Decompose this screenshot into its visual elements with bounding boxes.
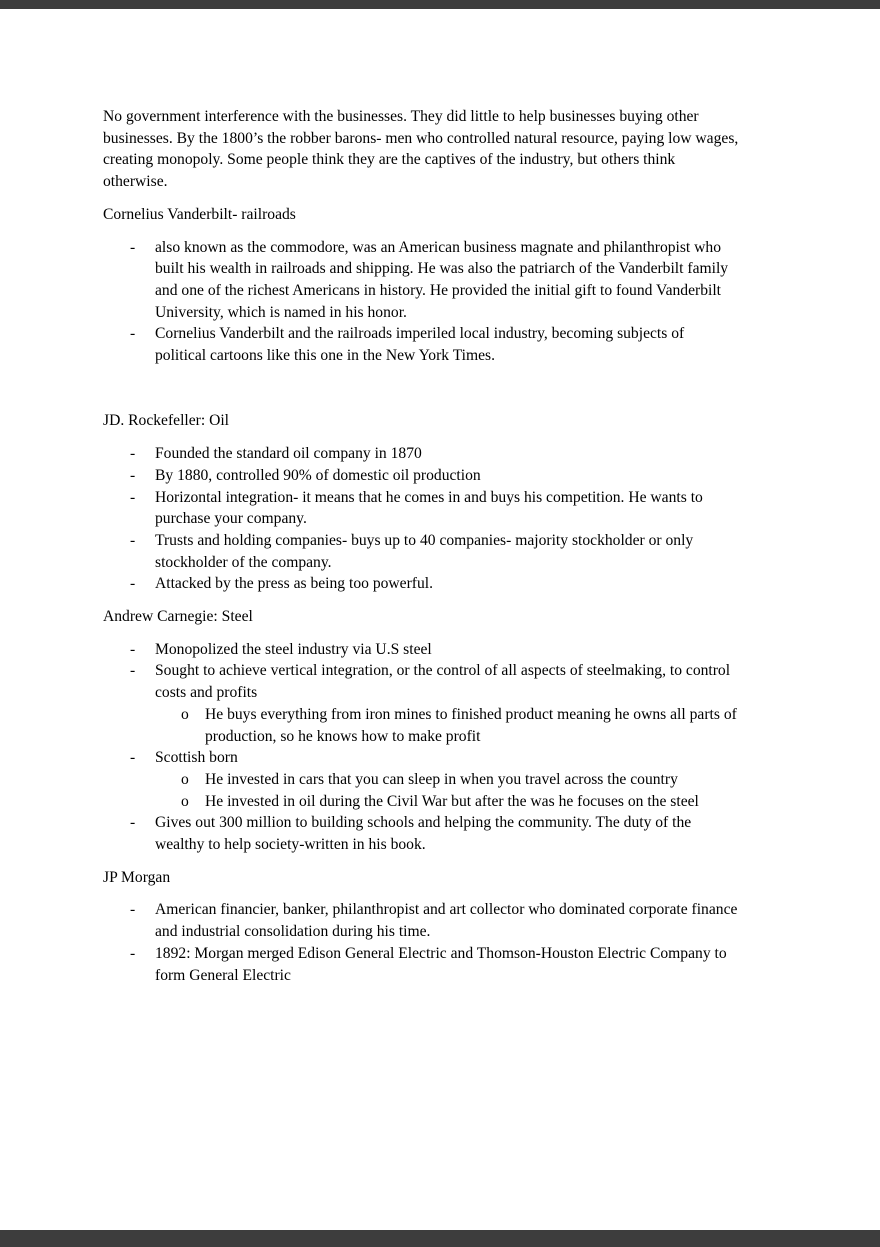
list-item-text: He invested in oil during the Civil War but after the was he focuses on the steel bbox=[205, 792, 699, 810]
top-letterbox bbox=[0, 0, 880, 9]
blank-line bbox=[103, 378, 739, 400]
list-item-text: Cornelius Vanderbilt and the railroads imperiled local industry, becoming subjects of political cartoons like this one in the New York Times. bbox=[155, 325, 685, 365]
list-item-text: He buys everything from iron mines to finished product meaning he owns all parts of production, so he knows how to make profit bbox=[205, 705, 737, 745]
list-item bbox=[103, 530, 739, 573]
section-heading: JP Morgan bbox=[103, 868, 171, 886]
section-heading: Cornelius Vanderbilt- railroads bbox=[103, 205, 296, 223]
dash-bullet-marker: - bbox=[130, 575, 136, 593]
dash-bullet-marker: - bbox=[130, 445, 136, 463]
list-item bbox=[103, 487, 739, 530]
paragraph: No government interference with the businesses. They did little to help businesses buying other businesses. By the 1800’s the robber barons- men who controlled natural resource, paying low wages, creating monopoly. Some people think they are the captives of the industry, but others think otherwise. bbox=[103, 108, 743, 191]
list-item-text: By 1880, controlled 90% of domestic oil production bbox=[155, 466, 481, 484]
list-item bbox=[103, 443, 739, 465]
list-item-text: Horizontal integration- it means that he comes in and buys his competition. He wants to purchase your company. bbox=[155, 488, 703, 528]
list-item-text: also known as the commodore, was an American business magnate and philanthropist who built his wealth in railroads and shipping. He was also the patriarch of the Vanderbilt family and one of the richest Americans in history. He provided the initial gift to found Vanderbilt University, which is named in his honor. bbox=[155, 238, 729, 321]
dash-bullet-marker: - bbox=[130, 238, 136, 256]
list-item bbox=[103, 237, 739, 324]
dash-bullet-marker: - bbox=[130, 944, 136, 962]
dash-bullet-marker: - bbox=[130, 488, 136, 506]
list-item bbox=[103, 465, 739, 487]
sub-list-item bbox=[103, 704, 739, 747]
circle-bullet-marker: o bbox=[181, 770, 189, 788]
list-item-text: Gives out 300 million to building schools and helping the community. The duty of the wealthy to help society-written in his book. bbox=[155, 814, 692, 854]
circle-bullet-marker: o bbox=[181, 705, 189, 723]
sub-list-item bbox=[103, 769, 739, 791]
list-item bbox=[103, 660, 739, 703]
list-item-text: American financier, banker, philanthropist and art collector who dominated corporate finance and industrial consolidation during his time. bbox=[155, 901, 738, 941]
dash-bullet-marker: - bbox=[130, 466, 136, 484]
list-item-text: Trusts and holding companies- buys up to 40 companies- majority stockholder or only stockholder of the company. bbox=[155, 531, 694, 571]
dash-bullet-marker: - bbox=[130, 901, 136, 919]
bottom-letterbox bbox=[0, 1230, 880, 1247]
list-item bbox=[103, 323, 739, 366]
list-item bbox=[103, 899, 739, 942]
dash-bullet-marker: - bbox=[130, 749, 136, 767]
dash-bullet-marker: - bbox=[130, 662, 136, 680]
document-body bbox=[103, 106, 743, 986]
list-item-text: Sought to achieve vertical integration, or the control of all aspects of steelmaking, to control costs and profits bbox=[155, 662, 731, 702]
list-item bbox=[103, 639, 739, 661]
list-item bbox=[103, 573, 739, 595]
section-heading: JD. Rockefeller: Oil bbox=[103, 412, 230, 430]
list-item-text: Founded the standard oil company in 1870 bbox=[155, 445, 422, 463]
list-item-text: Monopolized the steel industry via U.S steel bbox=[155, 640, 432, 658]
document-page bbox=[0, 9, 880, 1230]
circle-bullet-marker: o bbox=[181, 792, 189, 810]
list-item-text: Attacked by the press as being too powerful. bbox=[155, 575, 434, 593]
list-item-text: 1892: Morgan merged Edison General Electric and Thomson-Houston Electric Company to form General Electric bbox=[155, 944, 727, 984]
dash-bullet-marker: - bbox=[130, 814, 136, 832]
list-item bbox=[103, 943, 739, 986]
dash-bullet-marker: - bbox=[130, 640, 136, 658]
list-item bbox=[103, 747, 739, 769]
list-item bbox=[103, 812, 739, 855]
list-item-text: He invested in cars that you can sleep in when you travel across the country bbox=[205, 770, 678, 788]
dash-bullet-marker: - bbox=[130, 531, 136, 549]
section-heading: Andrew Carnegie: Steel bbox=[103, 608, 253, 626]
list-item-text: Scottish born bbox=[155, 749, 238, 767]
sub-list-item bbox=[103, 791, 739, 813]
dash-bullet-marker: - bbox=[130, 325, 136, 343]
